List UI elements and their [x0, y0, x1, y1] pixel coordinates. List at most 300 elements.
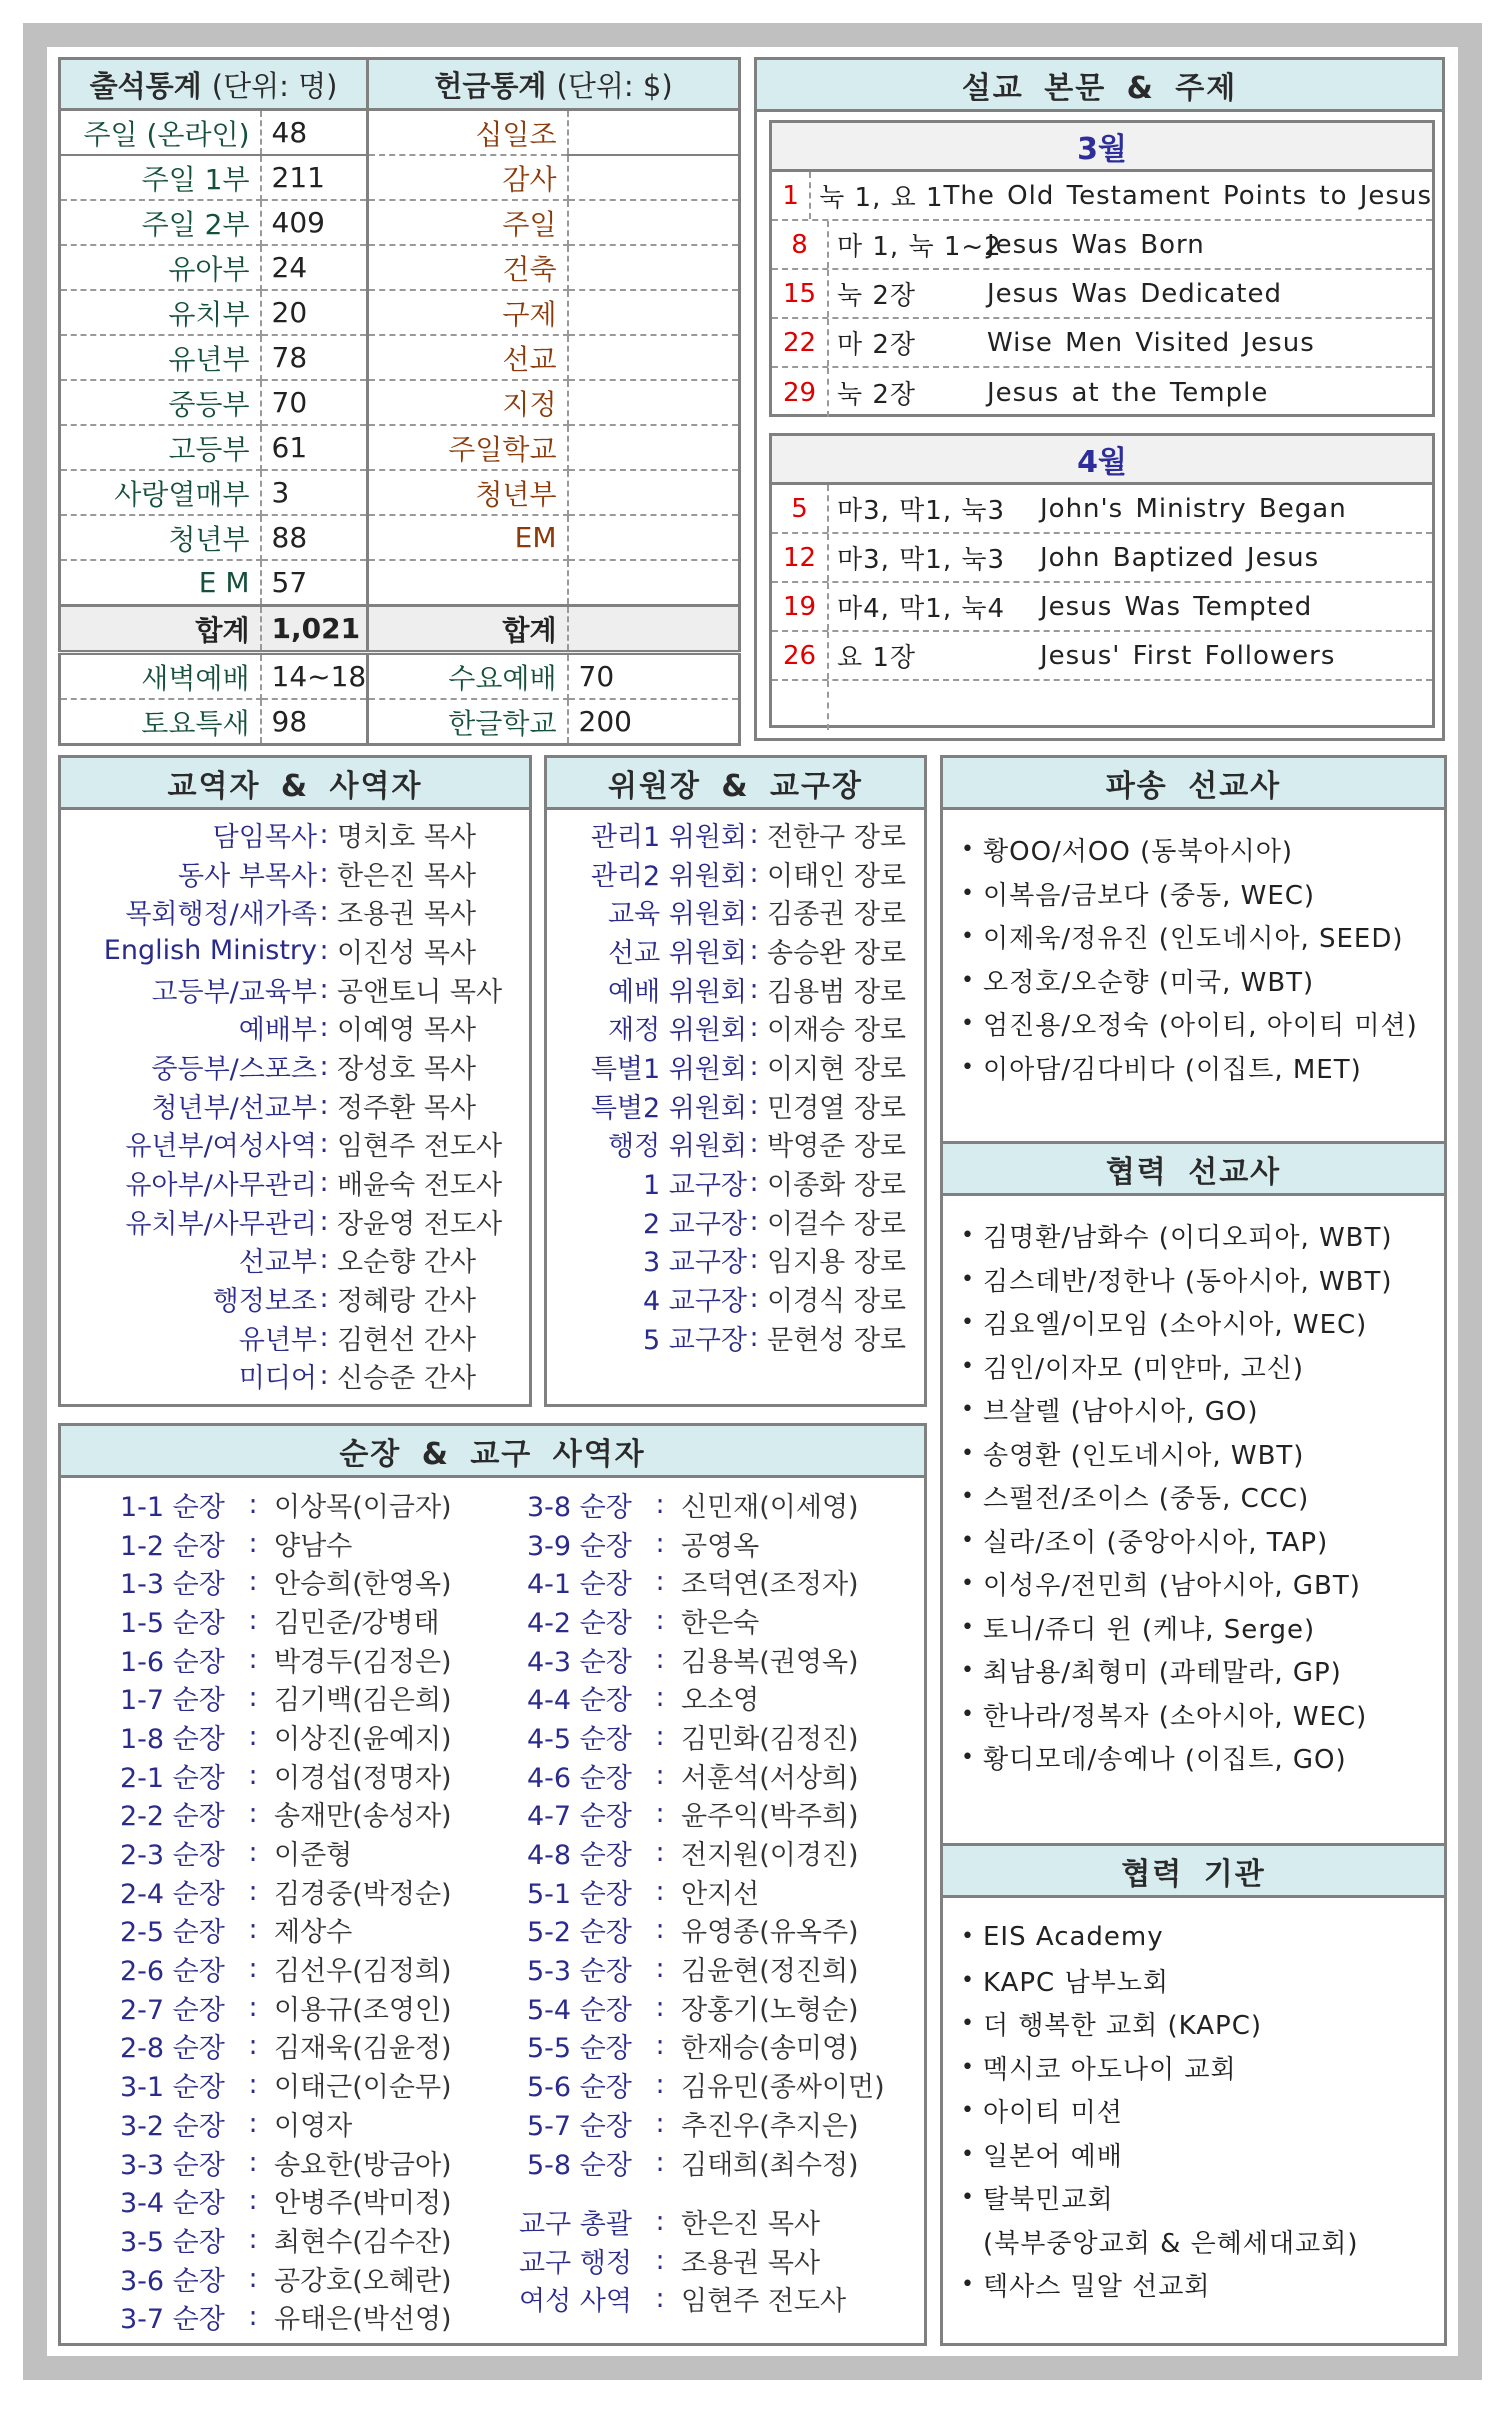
bullet-icon: • — [961, 1011, 975, 1037]
person-name: 장윤영 전도사 — [337, 1208, 503, 1240]
role-row — [547, 970, 906, 1009]
colon: : — [248, 1991, 258, 2023]
list-item-text: 이아담/김다비다 (이집트, MET) — [983, 1054, 1362, 1085]
role-label: 5-5 순장 — [527, 2033, 632, 2065]
sermon-panel — [754, 57, 1445, 741]
list-item — [961, 1214, 1393, 1258]
colon: : — [749, 1089, 759, 1121]
role-label: 4-7 순장 — [527, 1801, 632, 1833]
list-item — [961, 1046, 1418, 1090]
role-row — [67, 1202, 502, 1241]
colon: : — [655, 1759, 665, 1791]
bullet-icon: • — [961, 1310, 975, 1336]
leader-row — [120, 1562, 452, 1601]
leader-row — [527, 1524, 885, 1563]
list-item-text: 김스데반/정한나 (동아시아, WBT) — [983, 1266, 1393, 1297]
stats-row — [60, 335, 740, 380]
colon: : — [319, 1050, 329, 1082]
sermon-row — [772, 583, 1432, 632]
service-label: 수요예배 — [368, 653, 568, 700]
scripture-reference: 요 1장 — [837, 643, 917, 673]
role-label: 1-1 순장 — [120, 1491, 225, 1523]
list-item — [961, 1388, 1393, 1432]
person-name: 임현주 전도사 — [337, 1131, 503, 1163]
role-row — [67, 970, 502, 1009]
role-label: 2-8 순장 — [120, 2033, 225, 2065]
list-item-text: 엄진용/오정숙 (아이티, 아이티 미션) — [983, 1011, 1418, 1042]
role-label: 2-1 순장 — [120, 1762, 225, 1794]
colon: : — [319, 1012, 329, 1044]
role-row — [67, 1086, 502, 1125]
attendance-value: 48 — [261, 110, 368, 156]
person-name: 정혜랑 간사 — [337, 1286, 476, 1318]
role-label: 4-2 순장 — [527, 1607, 632, 1639]
scripture-reference: 눅 1, 요 1 — [819, 183, 944, 213]
person-name: 이상진(윤예지) — [274, 1723, 452, 1755]
bullet-icon: • — [961, 2054, 975, 2080]
staff-panel — [58, 755, 532, 1407]
bullet-icon: • — [961, 2185, 975, 2211]
role-label: 특별1 위원회 — [590, 1053, 747, 1085]
person-name: 임현주 전도사 — [681, 2286, 847, 2318]
offering-label: 지정 — [368, 380, 568, 425]
role-row — [67, 1241, 502, 1280]
role-label: 2-4 순장 — [120, 1878, 225, 1910]
leader-row — [120, 1640, 452, 1679]
person-name: 송요한(방금아) — [274, 2149, 452, 2181]
sermon-row — [772, 534, 1432, 583]
list-item — [961, 2002, 1358, 2046]
person-name: 조용권 목사 — [681, 2247, 820, 2279]
service-value: 70 — [568, 653, 740, 700]
list-item — [961, 1736, 1393, 1780]
person-name: 서훈석(서상희) — [681, 1762, 859, 1794]
role-label: 4-3 순장 — [527, 1646, 632, 1678]
role-label: 3-3 순장 — [120, 2149, 225, 2181]
colon: : — [749, 818, 759, 850]
role-label: 재정 위원회 — [608, 1015, 747, 1047]
attendance-label: 중등부 — [60, 380, 261, 425]
person-name: 장성호 목사 — [337, 1053, 476, 1085]
offering-label: 구제 — [368, 290, 568, 335]
sermon-date: 15 — [772, 270, 829, 317]
role-label: 3-5 순장 — [120, 2226, 225, 2258]
person-name: 유태은(박선영) — [274, 2304, 452, 2336]
colon: : — [319, 1244, 329, 1276]
person-name: 유영종(유옥주) — [681, 1917, 859, 1949]
person-name: 김현선 간사 — [337, 1324, 476, 1356]
sermon-date: 26 — [772, 632, 829, 679]
offering-label: 청년부 — [368, 470, 568, 515]
colon: : — [749, 896, 759, 928]
offering-total-value — [568, 606, 740, 653]
stats-row — [60, 425, 740, 470]
role-label: 선교부 — [238, 1247, 317, 1279]
role-row — [547, 815, 906, 854]
colon: : — [655, 1875, 665, 1907]
bullet-icon: • — [961, 924, 975, 950]
leader-row — [120, 1524, 452, 1563]
leader-row — [519, 2279, 846, 2318]
list-item — [961, 915, 1418, 959]
colon: : — [248, 1953, 258, 1985]
list-item — [961, 1562, 1393, 1606]
list-item — [961, 2263, 1358, 2307]
leader-row — [527, 1833, 885, 1872]
role-label: 1-6 순장 — [120, 1646, 225, 1678]
bullet-icon: • — [961, 1440, 975, 1466]
stats-extra-row — [60, 699, 740, 745]
attendance-value: 61 — [261, 425, 368, 470]
list-item-text: 탈북민교회 — [983, 2185, 1114, 2216]
scripture-reference: 마 2장 — [837, 330, 917, 360]
sermon-title: Jesus at the Temple — [987, 377, 1269, 408]
person-name: 이경섭(정명자) — [274, 1762, 452, 1794]
role-label: 미디어 — [238, 1363, 317, 1395]
role-row — [547, 854, 906, 893]
bullet-icon: • — [961, 837, 975, 863]
attendance-value: 20 — [261, 290, 368, 335]
attendance-value: 211 — [261, 155, 368, 200]
role-label: 5-7 순장 — [527, 2110, 632, 2142]
sermon-row — [772, 270, 1432, 319]
sermon-title: Jesus Was Born — [987, 229, 1205, 260]
leader-row — [527, 1872, 885, 1911]
colon: : — [248, 1720, 258, 1752]
role-row — [67, 1318, 502, 1357]
colon: : — [655, 1837, 665, 1869]
offering-unit: (단위: $) — [556, 68, 673, 103]
list-item — [961, 2089, 1358, 2133]
list-item-text: EIS Academy — [983, 1921, 1164, 1952]
stats-total-row — [60, 606, 740, 653]
role-row — [67, 854, 502, 893]
leader-row — [120, 2220, 452, 2259]
leaders-panel — [58, 1423, 927, 2346]
scripture-reference: 마 1, 눅 1~2 — [837, 232, 1002, 262]
person-name: 조용권 목사 — [337, 899, 476, 931]
role-label: 청년부/선교부 — [151, 1092, 317, 1124]
role-label: 2-7 순장 — [120, 1994, 225, 2026]
list-item — [961, 1345, 1393, 1389]
person-name: 한은진 목사 — [681, 2208, 820, 2240]
attendance-value: 88 — [261, 515, 368, 560]
colon: : — [319, 1205, 329, 1237]
leader-row — [120, 1756, 452, 1795]
sermon-row — [772, 319, 1432, 368]
leader-row — [527, 1949, 885, 1988]
offering-value — [568, 425, 740, 470]
list-item-text: 김명환/남화수 (이디오피아, WBT) — [983, 1223, 1393, 1254]
attendance-value: 409 — [261, 200, 368, 245]
person-name: 한재승(송미영) — [681, 2033, 859, 2065]
role-label: 행정 위원회 — [608, 1131, 747, 1163]
service-label: 토요특새 — [60, 699, 261, 745]
offering-header — [368, 59, 740, 110]
sermon-date: 19 — [772, 583, 829, 630]
attendance-value: 24 — [261, 245, 368, 290]
bullet-icon: • — [961, 1745, 975, 1771]
list-item-text: 멕시코 아도나이 교회 — [983, 2054, 1237, 2085]
leader-row — [120, 2027, 452, 2066]
colon: : — [655, 1643, 665, 1675]
list-item-text: 브살렐 (남아시아, GO) — [983, 1397, 1259, 1428]
leader-row — [527, 1795, 885, 1834]
person-name: 이태근(이순무) — [274, 2072, 452, 2104]
bullet-icon: • — [961, 2098, 975, 2124]
offering-value — [568, 380, 740, 425]
list-item-text: 김요엘/이모임 (소아시아, WEC) — [983, 1310, 1368, 1341]
person-name: 이용규(조영인) — [274, 1994, 452, 2026]
leader-row — [527, 1911, 885, 1950]
colon: : — [248, 2146, 258, 2178]
person-name: 공영옥 — [681, 1530, 760, 1562]
list-item — [961, 1519, 1393, 1563]
committee-panel — [544, 755, 927, 1407]
list-item — [961, 2176, 1358, 2220]
person-name: 한은진 목사 — [337, 860, 476, 892]
colon: : — [749, 973, 759, 1005]
sermon-title: Wise Men Visited Jesus — [987, 327, 1315, 358]
colon: : — [319, 1360, 329, 1392]
role-label: 1-8 순장 — [120, 1723, 225, 1755]
person-name: 이걸수 장로 — [767, 1208, 906, 1240]
attendance-label: 주일 (온라인) — [60, 110, 261, 156]
person-name: 조덕연(조정자) — [681, 1569, 859, 1601]
staff-header: 교역자 & 사역자 — [61, 758, 529, 810]
list-item-text: 아이티 미션 — [983, 2098, 1123, 2129]
role-row — [67, 1125, 502, 1164]
person-name: 임지용 장로 — [767, 1247, 906, 1279]
list-item-text: 김인/이자모 (미얀마, 고신) — [983, 1353, 1305, 1384]
offering-value — [568, 200, 740, 245]
colon: : — [248, 2262, 258, 2294]
role-label: English Ministry — [103, 934, 317, 966]
sermon-row — [772, 221, 1432, 270]
colon: : — [319, 1167, 329, 1199]
role-label: 교육 위원회 — [608, 899, 747, 931]
colon: : — [655, 1604, 665, 1636]
stats-extra-row — [60, 653, 740, 700]
list-item — [961, 828, 1418, 872]
sermon-row — [772, 485, 1432, 534]
colon: : — [655, 1527, 665, 1559]
scripture-reference: 마3, 막1, 눅3 — [837, 545, 1006, 575]
stats-table — [58, 57, 741, 746]
offering-value — [568, 245, 740, 290]
attendance-value: 3 — [261, 470, 368, 515]
role-label: 3-8 순장 — [527, 1491, 632, 1523]
role-label: 5-1 순장 — [527, 1878, 632, 1910]
colon: : — [319, 1089, 329, 1121]
offering-title: 헌금통계 — [434, 68, 547, 103]
leader-row — [120, 1911, 452, 1950]
colon: : — [248, 1488, 258, 1520]
list-item-continuation: (북부중앙교회 & 은혜세대교회) — [983, 2228, 1359, 2259]
service-value: 98 — [261, 699, 368, 745]
colon: : — [655, 2146, 665, 2178]
stats-row — [60, 200, 740, 245]
offering-value — [568, 515, 740, 560]
list-item-text: 일본어 예배 — [983, 2141, 1123, 2172]
role-label: 유년부 — [238, 1324, 317, 1356]
role-label: 1 교구장 — [642, 1170, 747, 1202]
colon: : — [655, 1991, 665, 2023]
service-value: 200 — [578, 705, 632, 738]
colon: : — [655, 2244, 665, 2276]
colon: : — [655, 1798, 665, 1830]
role-label: 담임목사 — [212, 821, 317, 853]
list-item-text: 토니/쥬디 윈 (케냐, Serge) — [983, 1614, 1316, 1645]
role-row — [547, 1241, 906, 1280]
role-label: 5 교구장 — [642, 1324, 747, 1356]
person-name: 최현수(김수잔) — [274, 2226, 452, 2258]
role-label: 5-2 순장 — [527, 1917, 632, 1949]
person-name: 김민화(김정진) — [681, 1723, 859, 1755]
colon: : — [248, 1759, 258, 1791]
person-name: 안지선 — [681, 1878, 760, 1910]
attendance-value: 78 — [261, 335, 368, 380]
colon: : — [248, 1682, 258, 1714]
bullet-icon: • — [961, 2272, 975, 2298]
role-label: 유년부/여성사역 — [125, 1131, 317, 1163]
offering-value — [568, 290, 740, 335]
offering-total-label: 합계 — [368, 606, 568, 653]
leader-row — [527, 1562, 885, 1601]
list-item-text: KAPC 남부노회 — [983, 1967, 1169, 1998]
attendance-label: 주일 2부 — [60, 200, 261, 245]
person-name: 이영자 — [274, 2110, 353, 2142]
colon: : — [749, 1050, 759, 1082]
leader-row — [120, 1678, 452, 1717]
list-item — [961, 1432, 1393, 1476]
bullet-icon: • — [961, 1054, 975, 1080]
leader-row — [120, 1485, 452, 1524]
sermon-date: 29 — [772, 368, 829, 417]
colon: : — [248, 2301, 258, 2333]
person-name: 송재만(송성자) — [274, 1801, 452, 1833]
leader-row — [527, 2143, 885, 2182]
attendance-label: 주일 1부 — [60, 155, 261, 200]
person-name: 명치호 목사 — [337, 821, 476, 853]
leader-row — [120, 2297, 452, 2336]
person-name: 박경두(김정은) — [274, 1646, 452, 1678]
role-label: 3-4 순장 — [120, 2188, 225, 2220]
sermon-title: The Old Testament Points to Jesus — [943, 180, 1432, 211]
committee-header: 위원장 & 교구장 — [547, 758, 924, 810]
role-label: 1-7 순장 — [120, 1685, 225, 1717]
list-item — [961, 1959, 1358, 2003]
sermon-row — [772, 172, 1432, 221]
list-item — [961, 2133, 1358, 2177]
bullet-icon: • — [961, 1967, 975, 1993]
person-name: 김종권 장로 — [767, 899, 906, 931]
person-name: 한은숙 — [681, 1607, 760, 1639]
bullet-icon: • — [961, 1571, 975, 1597]
stats-row — [60, 110, 740, 156]
role-label: 2-3 순장 — [120, 1840, 225, 1872]
offering-value — [568, 155, 740, 200]
leader-row — [120, 2065, 452, 2104]
colon: : — [655, 1953, 665, 1985]
person-name: 이상목(이금자) — [274, 1491, 452, 1523]
list-item-text: 황디모데/송예나 (이집트, GO) — [983, 1745, 1347, 1776]
partner-missionaries-header: 협력 선교사 — [943, 1141, 1444, 1196]
role-label: 유치부/사무관리 — [125, 1208, 317, 1240]
bullet-icon: • — [961, 880, 975, 906]
person-name: 박영준 장로 — [767, 1131, 906, 1163]
offering-label: 십일조 — [368, 110, 568, 156]
colon: : — [248, 2185, 258, 2217]
attendance-label: E M — [60, 560, 261, 606]
role-row — [67, 1047, 502, 1086]
leader-row — [527, 1640, 885, 1679]
colon: : — [248, 1643, 258, 1675]
list-item-text: 한나라/정복자 (소아시아, WEC) — [983, 1701, 1368, 1732]
list-item — [961, 1693, 1393, 1737]
colon: : — [749, 1321, 759, 1353]
bullet-icon: • — [961, 2141, 975, 2167]
person-name: 오소영 — [681, 1685, 760, 1717]
role-label: 5-6 순장 — [527, 2072, 632, 2104]
person-name: 이준형 — [274, 1840, 353, 1872]
role-label: 4-1 순장 — [527, 1569, 632, 1601]
role-row — [547, 1318, 906, 1357]
leader-row — [120, 1988, 452, 2027]
colon: : — [655, 2283, 665, 2315]
stats-row — [60, 515, 740, 560]
attendance-label: 사랑열매부 — [60, 470, 261, 515]
role-row — [67, 1163, 502, 1202]
person-name: 김태희(최수정) — [681, 2149, 859, 2181]
attendance-label: 유년부 — [60, 335, 261, 380]
person-name: 오순향 간사 — [337, 1247, 476, 1279]
leader-row — [120, 2181, 452, 2220]
colon: : — [655, 1914, 665, 1946]
person-name: 김용범 장로 — [767, 976, 906, 1008]
person-name: 송승완 장로 — [767, 937, 906, 969]
leader-row — [527, 2065, 885, 2104]
colon: : — [749, 1283, 759, 1315]
list-item-text: 이성우/전민희 (남아시아, GBT) — [983, 1571, 1361, 1602]
stats-row — [60, 380, 740, 425]
colon: : — [655, 2107, 665, 2139]
person-name: 전지원(이경진) — [681, 1840, 859, 1872]
bullet-icon: • — [961, 1658, 975, 1684]
role-row — [547, 1086, 906, 1125]
role-label: 예배부 — [238, 1015, 317, 1047]
colon: : — [655, 2030, 665, 2062]
colon: : — [655, 1566, 665, 1598]
person-name: 공앤토니 목사 — [337, 976, 503, 1008]
role-row — [547, 931, 906, 970]
role-row — [67, 1008, 502, 1047]
month-table-march — [769, 120, 1435, 417]
person-name: 배윤숙 전도사 — [337, 1170, 503, 1202]
leader-row — [527, 1988, 885, 2027]
list-item — [961, 872, 1418, 916]
role-label: 4-5 순장 — [527, 1723, 632, 1755]
leaders-header: 순장 & 교구 사역자 — [61, 1426, 924, 1478]
colon: : — [319, 896, 329, 928]
leader-row — [120, 2104, 452, 2143]
role-label: 4-8 순장 — [527, 1840, 632, 1872]
leader-row — [120, 1833, 452, 1872]
person-name: 양남수 — [274, 1530, 353, 1562]
list-item-text: 더 행복한 교회 (KAPC) — [983, 2011, 1262, 2042]
sermon-row — [772, 681, 1432, 730]
sermon-date: 1 — [772, 172, 811, 219]
